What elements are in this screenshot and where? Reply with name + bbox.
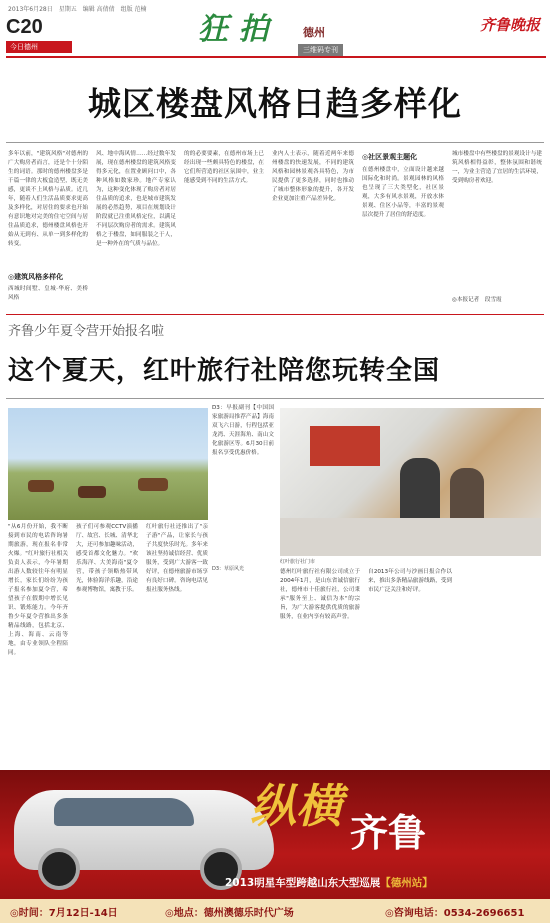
article2-col5: 德州红叶旅行社有限公司成立于2004年1月，是山东省诚信旅行社，德州市十佳旅行社，公司秉承"服务至上、诚信为本"的宗旨，为广大游客提供优质的旅游服务，在业内享有较高声誉。 (280, 569, 360, 620)
ad-time (10, 904, 118, 919)
ad-phone-label: ◎咨询电话： (385, 908, 444, 919)
article2-headline: 这个夏天，红叶旅行社陪您玩转全国 (8, 356, 441, 386)
ad-phone (385, 904, 524, 919)
article2-col4-wrap (212, 404, 274, 764)
ad-slogan-main: 2013明星车型跨越山东大型巡展 (225, 877, 381, 889)
newspaper-masthead: 齐鲁晚报 (479, 16, 540, 34)
article1-col3: 的的必要要素，在德州市场上已经出现一些颇具特色的楼盘，在它们所营造的社区氛围中，业主能感受到不同的生活方式。 (184, 151, 264, 184)
horse-photo-caption: D3：草原风光 (212, 566, 245, 572)
ad-brand-white: 齐鲁 (350, 810, 427, 855)
ad-info-bar (0, 899, 550, 923)
article2-col4: D3：早报副刊【中国国家旅游局推荐产品】海南双飞六日游，行程包括亚龙湾、天涯海角、南山文化旅游区等。6月30日前报名享受优惠价格。 (212, 405, 274, 456)
article2-rule (6, 398, 544, 399)
article1-byline: ◎本报记者 段雪霞 (452, 297, 502, 303)
article1-headline: 城区楼盘风格日趋多样化 (88, 84, 462, 123)
article1-rule (6, 142, 544, 143)
page-meta: 2013年6月28日 星期五 编辑 高倩倩 组版 范楠 (8, 6, 147, 13)
car-wheel-front (38, 848, 80, 890)
ad-brand-gold: 纵横 (250, 779, 342, 833)
article1-col1b: 西城时间墅、皇城·华府、美桥风格 (8, 286, 88, 301)
article1-col1: 多年以前，"建筑风格"对德州的广大购房者而言，还是个十分陌生的词语。那时的德州楼盘多是千篇一律的大板盒造型，既无美感，更谈不上风格与品质。近几年，随着人们生活品质要求更高及多样化，对居住的要求也开始有意识地对完美的住宅空间与居住品质追求，德州楼盘风格也开始从无到有、从单一到多样化的转变。 (8, 151, 88, 247)
banner-city: 德州 (303, 26, 325, 39)
car-tour-advertisement (0, 770, 550, 923)
ad-time-value: 7月12日-14日 (48, 908, 118, 919)
ad-slogan (225, 875, 433, 890)
article1-subhead-2: ◎社区景观主题化 (362, 153, 418, 161)
article1-col4: 业内人士表示，随着近两年来德州楼盘的快速发展，不同的建筑风格和园林景观各具特色，为市民提供了更多选择，同时也推动了城市整体形象的提升，各开发企业更加注重产品差异化。 (272, 151, 354, 202)
article1-subhead-1: ◎建筑风格多样化 (8, 273, 64, 281)
travel-agency-office-photo (280, 408, 541, 556)
article2-col3: 红叶旅行社还推出了"亲子游"产品，让家长与孩子共度快乐时光。多年来该社坚持诚信经营、优质服务，受到广大游客一致好评，在德州旅游市场享有良好口碑。咨询电话见报社服务热线。 (146, 524, 208, 593)
page-number: C20 (6, 16, 43, 38)
ad-place-value: 德州澳德乐时代广场 (203, 908, 294, 919)
article2-kicker: 齐鲁少年夏令营开始报名啦 (8, 324, 165, 339)
ad-place-label: ◎地点： (165, 908, 204, 919)
column-banner (198, 4, 368, 56)
article1-col6: 城市楼盘中有些楼盘的景观设计与建筑风格相得益彰，整体氛围和谐统一，为业主营造了宜居的生活环境，受到购房者欢迎。 (452, 151, 542, 184)
article2-col1: "从6月份开始，我不断接到市民的电话咨询暑期旅游，现在报名非常火爆。"红叶旅行社相关负责人表示，今年暑期出游人数较往年有明显增长，家长们纷纷为孩子报名参加夏令营，希望孩子在假期中增长见识、锻炼能力。今年齐鲁少年夏令营推出多条精品线路，包括北京、上海、海南、云南等地，由专业领队全程陪同。 (8, 524, 68, 656)
grassland-horses-photo (8, 408, 208, 520)
article1-col5: 在德州楼盘中，立面设计越来越国际化和时尚。景观园林的风格也呈现了三大类型化，社区景观，大多有风水景观，开放水体景观、住区小品等，丰富的景观层次提升了居住的舒适度。 (362, 167, 444, 218)
header-divider (6, 56, 546, 58)
article-separator (6, 314, 544, 315)
ad-time-label: ◎时间： (10, 908, 49, 919)
banner-tag: 三维码专刊 (298, 44, 343, 56)
banner-title: 狂 拍 (198, 12, 269, 47)
ad-slogan-tag: 【德州站】 (380, 877, 433, 889)
article2-col2: 孩子们可参观CCTV演播厅、故宫、长城、清华北大，还可参加趣味活动，感受首都文化魅力。"欢乐海洋、大美海南"夏令营，带孩子领略热带风光，体验海洋乐趣，沿途参观博物馆，寓教于乐。 (76, 524, 138, 593)
article1-col2: 风、地中海风情……经过数年发展，现在德州楼盘的建筑风格变得多元化，在置业顾问口中，各种风格如数家珍。地产专家认为，这种变化体现了购房者对居住品质的追求，也是城市建筑发展的必然趋势，项目在规划设计阶段就已注重风格定位，以满足不同层次购房者的需求。建筑风格之于楼盘，如同服装之于人，是一种外在的气质与品位。 (96, 151, 176, 247)
article2-col6: 自2013年公司与沙画日报合作以来，推出多条精品旅游线路，受到市民广泛关注和好评。 (368, 569, 452, 593)
office-photo-caption: 红叶旅行社门市 (280, 559, 316, 565)
ad-place (165, 904, 294, 919)
section-label: 今日德州 (6, 41, 72, 53)
ad-phone-value: 0534-2696651 (443, 908, 525, 919)
